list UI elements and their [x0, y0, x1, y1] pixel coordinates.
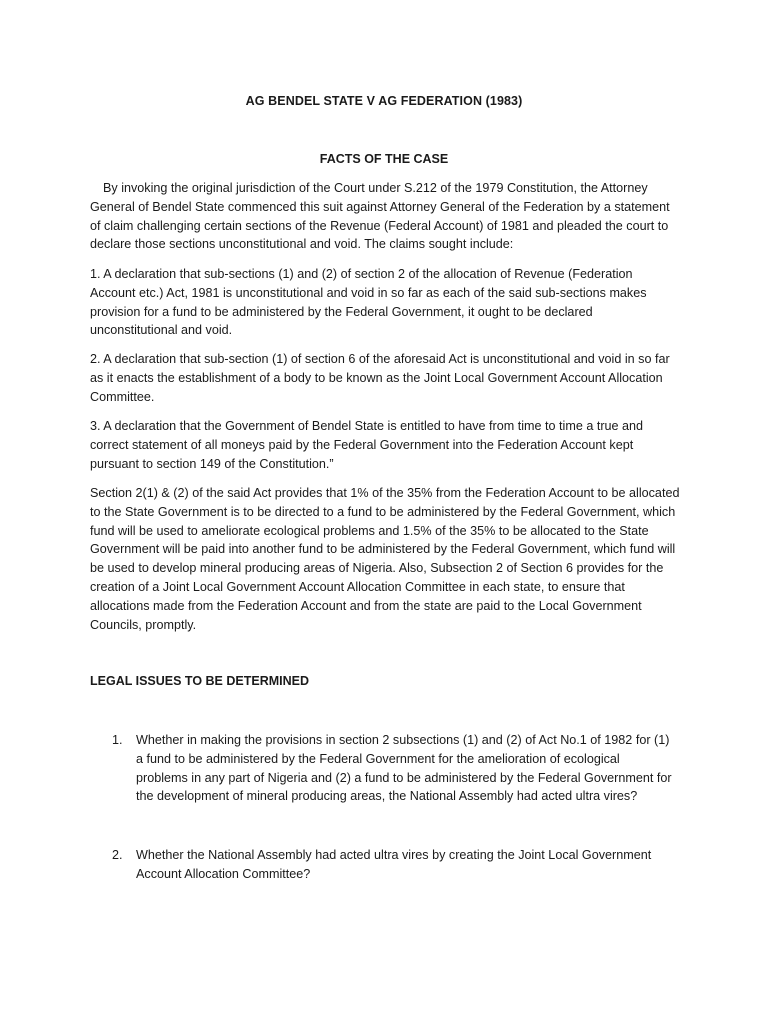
- document-title: AG BENDEL STATE V AG FEDERATION (1983): [245, 94, 523, 108]
- issue-list-item: [112, 846, 672, 884]
- issues-heading: LEGAL ISSUES TO BE DETERMINED: [90, 674, 310, 688]
- issue-text: Whether in making the provisions in section 2 subsections (1) and (2) of Act No.1 of 1982 for (1) a fund to be administered by the Federal Government for the amelioration of ecological problems in any part of Nigeria and (2) a fund to be administered by the Federal Government for the development of mineral producing areas, the National Assembly had acted ultra vires?: [136, 733, 672, 804]
- claim-3-paragraph: 3. A declaration that the Government of Bendel State is entitled to have from time to time a true and correct statement of all moneys paid by the Federal Government into the Federation Account kept pursuant to section 149 of the Constitution.”: [90, 419, 644, 471]
- claim-2-paragraph: 2. A declaration that sub-section (1) of section 6 of the aforesaid Act is unconstitutional and void in so far as it enacts the establishment of a body to be known as the Joint Local Government Account Allocation Committee.: [90, 352, 670, 404]
- issue-text: Whether the National Assembly had acted ultra vires by creating the Joint Local Government Account Allocation Committee?: [136, 848, 652, 881]
- issue-number: 2.: [112, 848, 123, 862]
- claim-1-paragraph: 1. A declaration that sub-sections (1) and (2) of section 2 of the allocation of Revenue (Federation Account etc.) Act, 1981 is unconstitutional and void in so far as each of the said sub-sections makes provision for a fund to be administered by the Federal Government, it ought to be declared unconstitutional and void.: [90, 267, 647, 338]
- issue-number: 1.: [112, 733, 123, 747]
- facts-heading: FACTS OF THE CASE: [319, 152, 449, 166]
- issue-list-item: [112, 731, 672, 806]
- intro-paragraph: By invoking the original jurisdiction of the Court under S.212 of the 1979 Constitution, the Attorney General of Bendel State commenced this suit against Attorney General of the Federation by a statement of claim challenging certain sections of the Revenue (Federal Account) of 1981 and pleaded the court to declare those sections unconstitutional and void. The claims sought include:: [90, 181, 670, 252]
- section-provisions-paragraph: Section 2(1) & (2) of the said Act provides that 1% of the 35% from the Federation Account to be allocated to the State Government is to be directed to a fund to be administered by the Federal Government, which fund will be used to ameliorate ecological problems and 1.5% of the 35% to be allocated to the State Government will be paid into another fund to be administered by the Federal Government, which fund will be used to develop mineral producing areas of Nigeria. Also, Subsection 2 of Section 6 provides for the creation of a Joint Local Government Account Allocation Committee in each state, to ensure that allocations made from the Federation Account and from the state are paid to the Local Government Councils, promptly.: [90, 486, 680, 632]
